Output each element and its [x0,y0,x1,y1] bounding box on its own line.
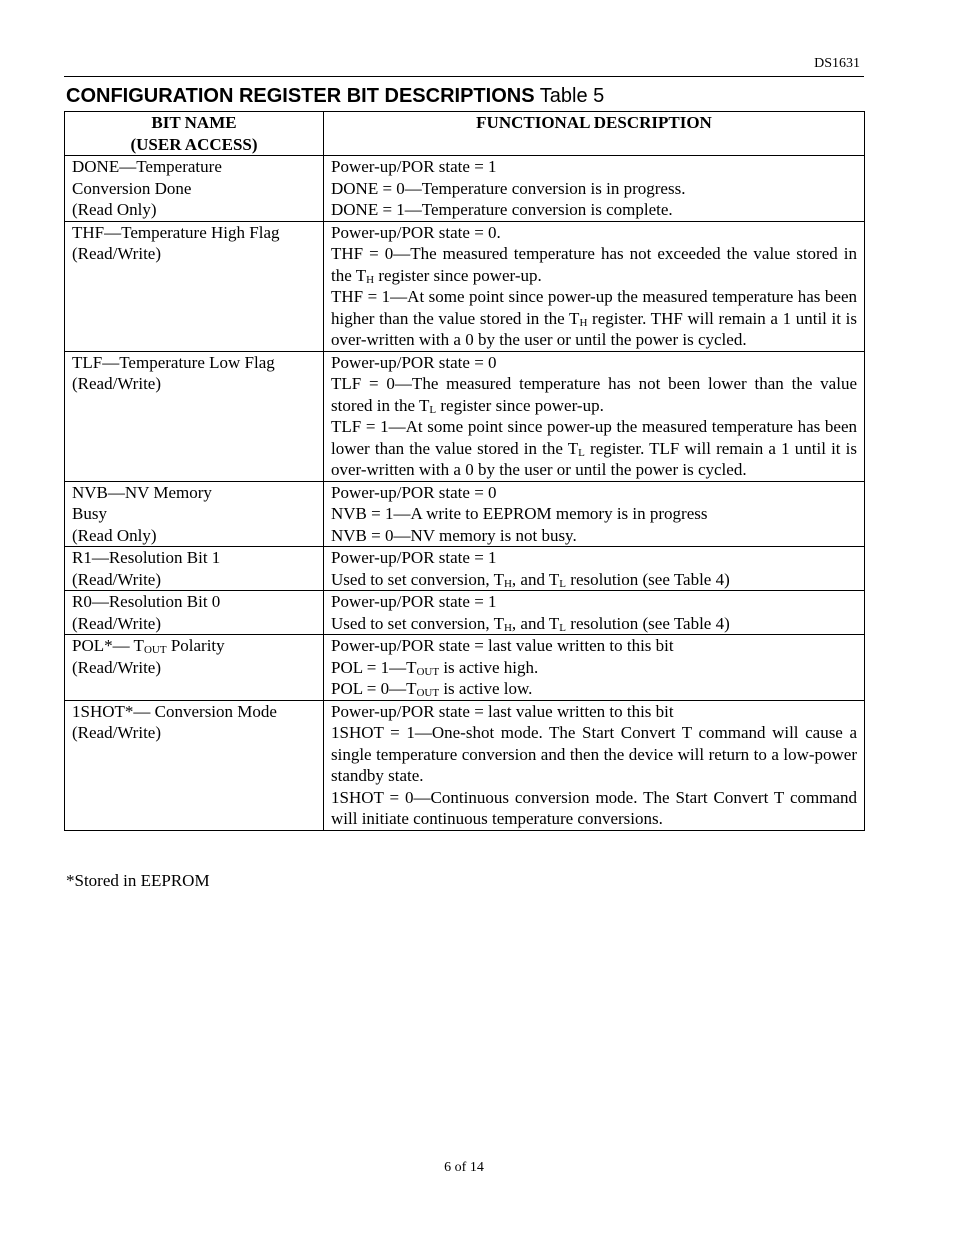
bit-access: (Read/Write) [72,374,161,393]
desc-text: , and T [511,613,560,633]
description-cell [324,700,865,830]
desc-line [331,373,857,416]
desc-text: register since power-up. [374,265,542,285]
desc-line: 1SHOT = 0—Continuous conversion mode. The Start Convert T command will initiate continuous temperature conversions. [331,787,857,828]
bit-name-cell [65,700,324,830]
header-bit-name-line2: (USER ACCESS) [130,134,258,154]
desc-line [331,678,857,700]
desc-text: THF = 0—The measured temperature has not exceeded the value stored in the T [331,244,857,285]
desc-text: , and T [511,569,560,589]
bit-name-line: TLF—Temperature Low Flag [72,352,275,372]
bit-name-line: Conversion Done [72,178,192,198]
table-title [66,85,604,108]
bit-access: (Read/Write) [72,657,161,677]
table-row [65,635,865,701]
desc-text: register since power-up. [436,395,604,415]
desc-text: register. THF will remain a 1 until it is over-written with a 0 by the user or until the power is cycled. [331,308,857,349]
table-row [65,700,865,830]
desc-line: DONE = 0—Temperature conversion is in progress. [331,178,686,198]
desc-text: register. TLF will remain a 1 until it is over-written with a 0 by the user or until the power is cycled. [331,438,857,479]
subscript: H [503,621,512,634]
desc-text: is active high. [439,657,539,677]
desc-line: Power-up/POR state = 1 [331,157,497,176]
subscript: L [559,621,567,634]
desc-line: Power-up/POR state = 0 [331,482,497,502]
bit-name-cell [65,156,324,222]
desc-text: THF = 1—At some point since power-up the measured temperature has been higher than the value stored in the T [331,287,857,328]
config-register-table [64,111,865,831]
footnote: *Stored in EEPROM [66,871,210,890]
bit-name-cell [65,221,324,351]
desc-text: resolution (see Table 4) [566,569,730,589]
subscript: OUT [416,665,440,678]
desc-text: POL = 0—T [331,679,417,698]
desc-text: TLF = 1—At some point since power-up the measured temperature has been lower than the value stored in the T [331,417,857,458]
bit-name-line: R0—Resolution Bit 0 [72,592,221,611]
desc-line: Power-up/POR state = 1 [331,548,497,567]
table-header-row [65,112,865,156]
bit-name-text: POL*— T [72,636,144,655]
table-row [65,591,865,635]
desc-text: Used to set conversion, T [331,613,504,633]
desc-text: TLF = 0—The measured temperature has not been lower than the value stored in the T [331,374,857,415]
desc-line: NVB = 1—A write to EEPROM memory is in progress [331,504,708,523]
header-functional-description: FUNCTIONAL DESCRIPTION [324,112,865,156]
subscript: H [503,577,512,590]
subscript: L [429,403,437,416]
description-cell [324,547,865,591]
description-cell [324,591,865,635]
bit-access: (Read Only) [72,525,157,545]
subscript: H [366,273,375,286]
table-row [65,156,865,222]
bit-name-line: NVB—NV Memory [72,482,212,502]
bit-name-cell [65,351,324,481]
desc-line [331,416,857,481]
bit-name-line: 1SHOT*— Conversion Mode [72,701,277,721]
desc-line [331,286,857,351]
desc-line: NVB = 0—NV memory is not busy. [331,525,577,545]
desc-text: is active low. [439,679,533,698]
table-title-number: Table 5 [539,85,605,107]
table-row [65,221,865,351]
desc-line: DONE = 1—Temperature conversion is complete. [331,200,673,219]
desc-text: Used to set conversion, T [331,569,504,589]
desc-line: 1SHOT = 1—One-shot mode. The Start Convert T command will cause a single temperature conversion and then the device will return to a low-power standby state. [331,723,857,785]
bit-access: (Read/Write) [72,723,161,742]
bit-name-cell [65,635,324,701]
table-title-bold: CONFIGURATION REGISTER BIT DESCRIPTIONS [66,85,535,107]
subscript: H [579,316,588,329]
subscript: L [578,446,585,459]
bit-name-line: Busy [72,504,107,523]
desc-line [331,243,857,286]
desc-line: Power-up/POR state = 0 [331,352,497,372]
bit-name-line: R1—Resolution Bit 1 [72,548,221,567]
header-rule [64,76,864,77]
subscript: OUT [143,644,167,656]
desc-text: POL = 1—T [331,657,417,677]
bit-name-line [72,635,316,657]
header-bit-name-line1: BIT NAME [151,113,237,132]
desc-line [331,569,857,591]
description-cell [324,635,865,701]
desc-line [331,657,857,679]
description-cell [324,351,865,481]
bit-access: (Read/Write) [72,613,161,633]
bit-name-line: THF—Temperature High Flag [72,222,280,242]
desc-line: Power-up/POR state = 0. [331,222,501,242]
bit-name-cell [65,591,324,635]
description-cell [324,481,865,547]
bit-name-cell [65,547,324,591]
description-cell [324,156,865,222]
desc-line: Power-up/POR state = last value written to this bit [331,701,674,721]
bit-name-cell [65,481,324,547]
bit-access: (Read/Write) [72,244,161,263]
page-number: 6 of 14 [444,1160,484,1175]
header-bit-name [65,112,324,156]
desc-line: Power-up/POR state = last value written to this bit [331,636,674,655]
desc-text: resolution (see Table 4) [566,613,730,633]
bit-name-line: DONE—Temperature [72,157,222,176]
bit-name-text: Polarity [166,636,225,655]
table-row [65,547,865,591]
bit-access: (Read Only) [72,200,157,219]
desc-line [331,613,857,635]
subscript: L [559,577,567,590]
table-row [65,481,865,547]
bit-access: (Read/Write) [72,569,161,589]
table-row [65,351,865,481]
description-cell [324,221,865,351]
desc-line: Power-up/POR state = 1 [331,592,497,611]
header-part-number: DS1631 [814,56,860,71]
subscript: OUT [416,687,440,699]
